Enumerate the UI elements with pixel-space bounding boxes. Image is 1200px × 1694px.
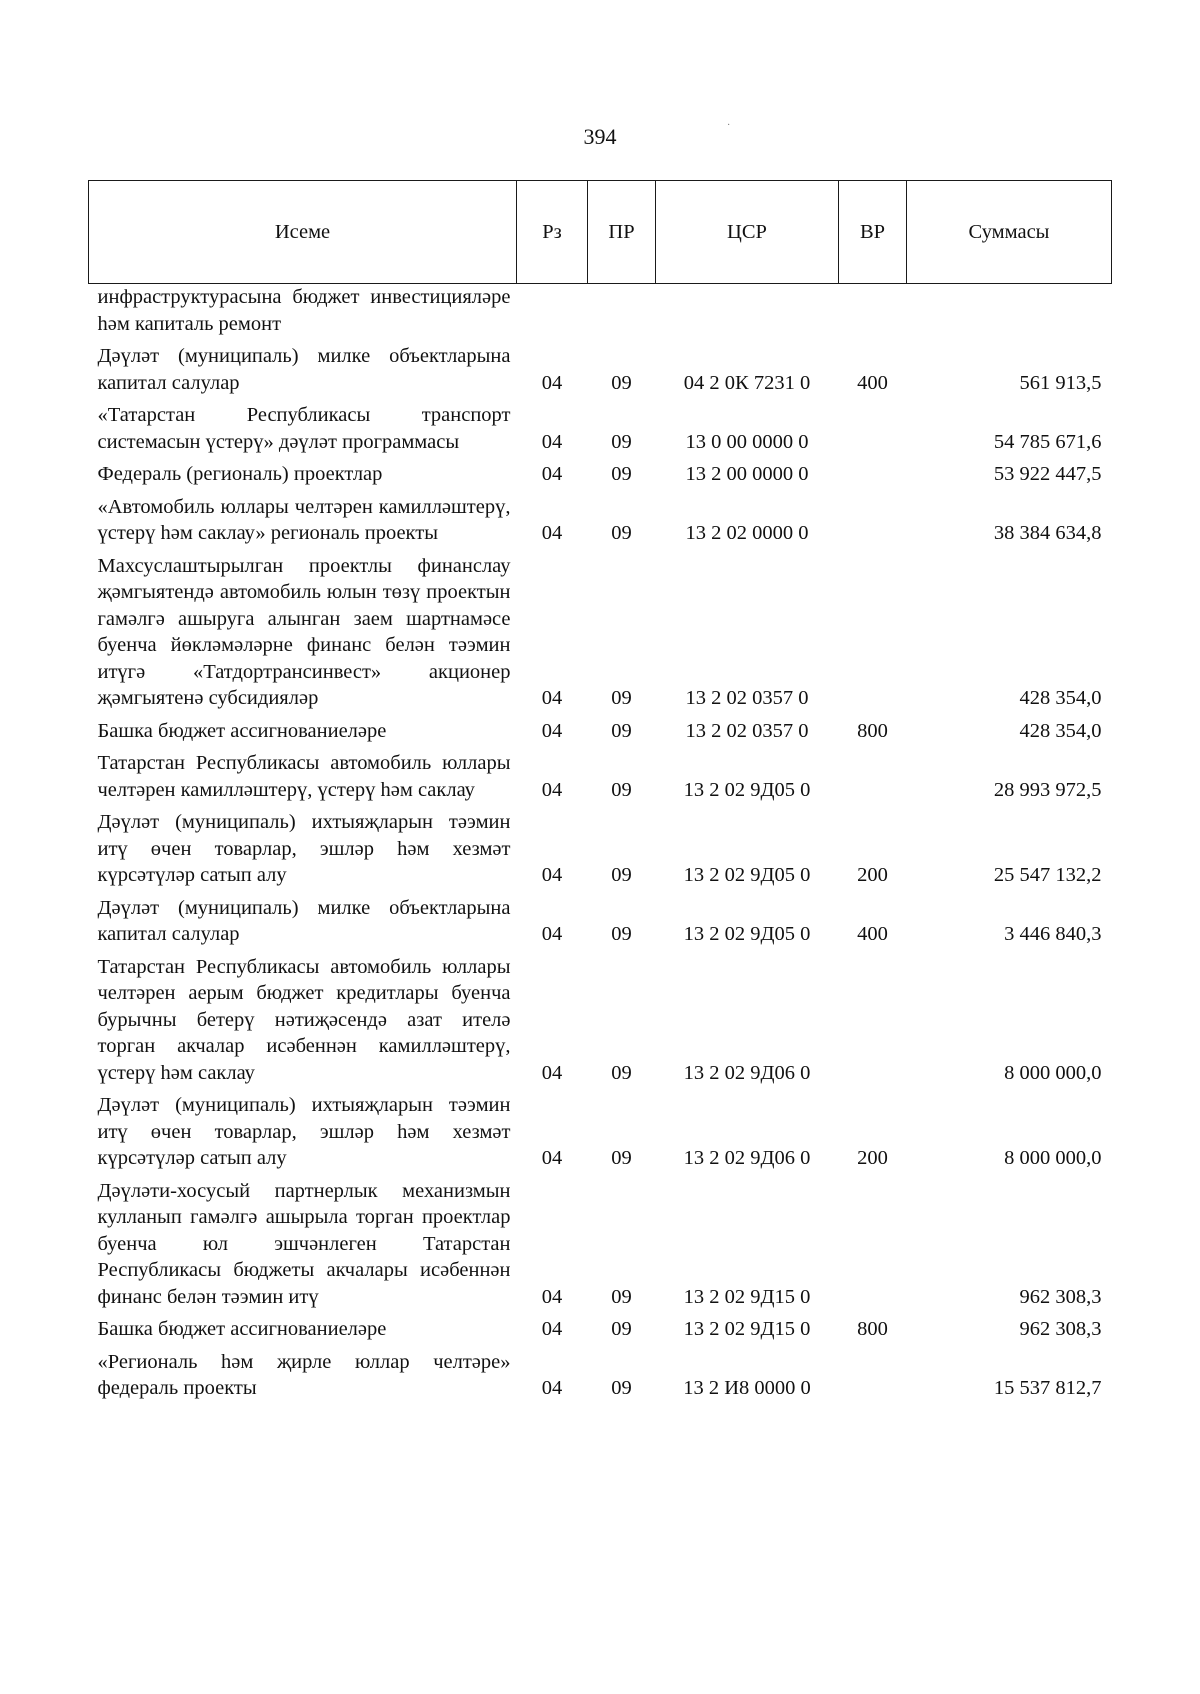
cell-vr — [839, 284, 907, 338]
cell-name: Татарстан Республикасы автомобиль юллары челтәрен камилләштерү, үстерү һәм саклау — [97, 752, 511, 801]
table-row — [89, 488, 1112, 547]
cell-pr: 09 — [611, 1147, 632, 1169]
cell-sum: 962 308,3 — [1019, 1285, 1102, 1308]
cell-vr: 400 — [857, 923, 888, 945]
cell-csr: 13 2 И8 0000 0 — [683, 1377, 811, 1399]
cell-pr: 09 — [611, 463, 632, 485]
cell-pr — [588, 284, 656, 338]
cell-name: Дәүләт (муниципаль) ихтыяҗларын тәэмин итү өчен товарлар, эшләр һәм хезмәт күрсәтүләр сатып алу — [97, 811, 511, 886]
cell-csr: 13 2 02 9Д06 0 — [683, 1061, 811, 1084]
header-vr: ВР — [839, 181, 907, 284]
cell-sum: 8 000 000,0 — [1004, 1061, 1102, 1084]
table-row — [89, 396, 1112, 455]
cell-rz: 04 — [541, 864, 563, 886]
cell-sum: 28 993 972,5 — [993, 778, 1102, 801]
cell-vr — [839, 488, 907, 547]
table-row — [89, 547, 1112, 712]
cell-rz: 04 — [541, 371, 563, 394]
cell-pr: 09 — [611, 687, 632, 709]
cell-vr — [839, 396, 907, 455]
cell-vr: 200 — [857, 864, 888, 886]
cell-pr: 09 — [611, 371, 632, 394]
cell-vr — [839, 547, 907, 712]
cell-pr: 09 — [611, 1377, 632, 1399]
cell-name: «Татарстан Республикасы транспорт системасын үстерү» дәүләт программасы — [97, 404, 511, 453]
cell-pr: 09 — [611, 864, 632, 886]
cell-vr — [839, 455, 907, 488]
cell-name: Башка бюджет ассигнованиеләре — [97, 1318, 387, 1340]
cell-name: «Автомобиль юллары челтәрен камилләштерү, үстерү һәм саклау» региональ проекты — [97, 495, 511, 544]
cell-pr: 09 — [611, 719, 632, 742]
table-row — [89, 337, 1112, 396]
header-rz: Рз — [517, 181, 588, 284]
cell-rz — [517, 284, 588, 338]
cell-sum: 15 537 812,7 — [993, 1377, 1102, 1399]
cell-sum: 428 354,0 — [1019, 687, 1102, 709]
cell-name: «Региональ һәм җирле юллар челтәре» федераль проекты — [97, 1350, 511, 1399]
cell-rz: 04 — [541, 778, 563, 801]
cell-pr: 09 — [611, 430, 632, 453]
cell-rz: 04 — [541, 1377, 563, 1399]
cell-sum: 962 308,3 — [1019, 1318, 1102, 1340]
table-row — [89, 1310, 1112, 1343]
table-row — [89, 803, 1112, 889]
cell-name: Татарстан Республикасы автомобиль юллары челтәрен аерым бюджет кредитлары буенча бурычны бетерү нәтиҗәсендә азат ителә торган акчалар исәбеннән камилләштерү, үстерү һәм саклау — [97, 955, 511, 1084]
cell-pr: 09 — [611, 923, 632, 945]
cell-name: Махсуслаштырылган проектлы финанслау җәмгыятендә автомобиль юлын төзү проектын гамәлгә ашыруга алынган заем шартнамәсе буенча йөкләмәләрне финанс белән тәэмин итүгә «Татдортрансинвест» акционер җәмгыятенә субсидияләр — [97, 554, 511, 709]
cell-csr: 13 2 02 9Д05 0 — [683, 778, 811, 801]
cell-vr — [839, 744, 907, 803]
cell-csr: 13 2 02 9Д06 0 — [683, 1147, 811, 1169]
cell-sum: 428 354,0 — [1019, 719, 1102, 742]
cell-rz: 04 — [541, 719, 563, 742]
table-row — [89, 455, 1112, 488]
cell-csr: 04 2 0К 7231 0 — [683, 371, 811, 394]
cell-csr: 13 2 00 0000 0 — [685, 463, 809, 485]
header-name: Исеме — [89, 181, 517, 284]
cell-csr: 13 2 02 0000 0 — [685, 522, 809, 544]
cell-name: Дәүләт (муниципаль) милке объектларына капитал салулар — [97, 345, 511, 394]
cell-name: Дәүләт (муниципаль) ихтыяҗларын тәэмин итү өчен товарлар, эшләр һәм хезмәт күрсәтүләр сатып алу — [97, 1094, 511, 1169]
cell-sum: 561 913,5 — [1019, 371, 1102, 394]
cell-pr: 09 — [611, 1285, 632, 1308]
cell-rz: 04 — [541, 1318, 563, 1340]
page-number: 394 — [583, 124, 617, 149]
cell-pr: 09 — [611, 1061, 632, 1084]
budget-table — [88, 180, 1112, 1402]
cell-vr — [839, 1172, 907, 1311]
cell-csr: 13 2 02 9Д15 0 — [683, 1285, 811, 1308]
table-row — [89, 284, 1112, 338]
table-row — [89, 1172, 1112, 1311]
cell-vr: 800 — [857, 1318, 888, 1340]
cell-vr — [839, 948, 907, 1087]
cell-rz: 04 — [541, 1147, 563, 1169]
cell-csr — [656, 284, 839, 338]
cell-name: Дәүләти-хосусый партнерлык механизмын кулланып гамәлгә ашырыла торган проектлар буенча юл эшчәнлеген Татарстан Республикасы бюджеты акчалары исәбеннән финанс белән тәэмин итү — [97, 1179, 511, 1308]
table-row — [89, 712, 1112, 745]
cell-sum: 53 922 447,5 — [993, 463, 1102, 485]
cell-sum — [907, 284, 1112, 338]
cell-sum: 38 384 634,8 — [993, 522, 1102, 544]
cell-csr: 13 2 02 0357 0 — [685, 687, 809, 709]
cell-name: Башка бюджет ассигнованиеләре — [97, 719, 387, 742]
cell-name: Дәүләт (муниципаль) милке объектларына капитал салулар — [97, 896, 511, 945]
table-row — [89, 948, 1112, 1087]
cell-vr: 400 — [857, 371, 888, 394]
cell-pr: 09 — [611, 522, 632, 544]
table-row — [89, 1343, 1112, 1402]
cell-vr: 800 — [857, 719, 888, 742]
cell-rz: 04 — [541, 1285, 563, 1308]
table-header-row — [89, 181, 1112, 284]
cell-name: Федераль (региональ) проектлар — [97, 463, 383, 485]
cell-vr: 200 — [857, 1147, 888, 1169]
cell-vr — [839, 1343, 907, 1402]
header-csr: ЦСР — [656, 181, 839, 284]
table-row — [89, 1086, 1112, 1172]
cell-rz: 04 — [541, 430, 563, 453]
cell-sum: 25 547 132,2 — [993, 864, 1102, 886]
cell-sum: 8 000 000,0 — [1004, 1147, 1102, 1169]
table-body — [89, 284, 1112, 1402]
scan-speck: · — [727, 120, 731, 131]
cell-csr: 13 2 02 0357 0 — [685, 719, 809, 742]
table-row — [89, 744, 1112, 803]
cell-rz: 04 — [541, 687, 563, 709]
cell-csr: 13 2 02 9Д05 0 — [683, 923, 811, 945]
cell-rz: 04 — [541, 923, 563, 945]
cell-pr: 09 — [611, 778, 632, 801]
cell-pr: 09 — [611, 1318, 632, 1340]
header-sum: Суммасы — [907, 181, 1112, 284]
cell-csr: 13 0 00 0000 0 — [685, 430, 809, 453]
cell-rz: 04 — [541, 1061, 563, 1084]
cell-name: инфраструктурасына бюджет инвестицияләре һәм капиталь ремонт — [97, 286, 511, 335]
cell-rz: 04 — [541, 522, 563, 544]
cell-rz: 04 — [541, 463, 563, 485]
cell-sum: 3 446 840,3 — [1004, 923, 1102, 945]
cell-sum: 54 785 671,6 — [993, 430, 1102, 453]
cell-csr: 13 2 02 9Д15 0 — [683, 1318, 811, 1340]
header-pr: ПР — [588, 181, 656, 284]
table-row — [89, 889, 1112, 948]
cell-csr: 13 2 02 9Д05 0 — [683, 864, 811, 886]
